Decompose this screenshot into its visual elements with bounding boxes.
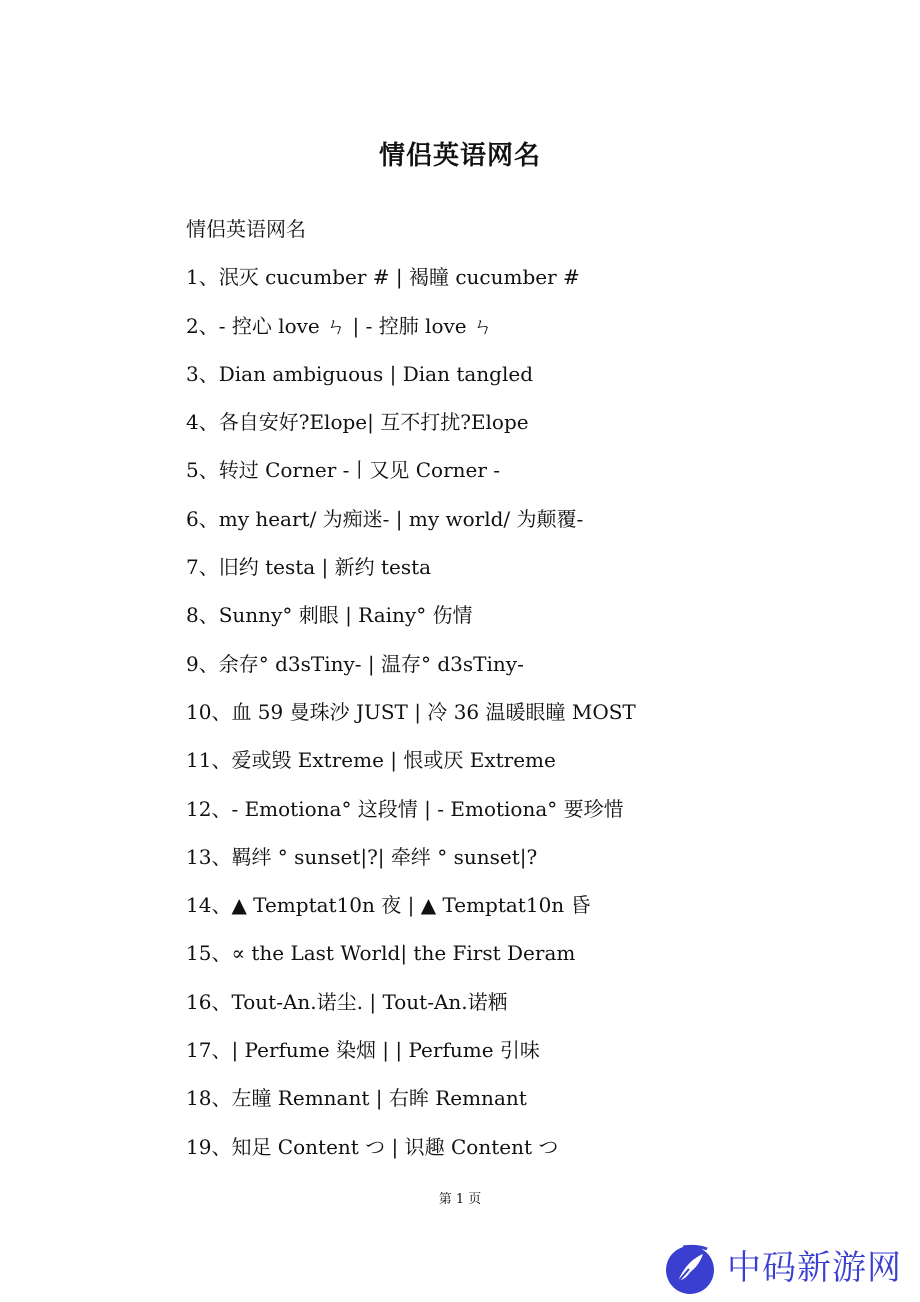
page-number: 第 1 页 xyxy=(438,1192,482,1207)
list-item: 2、- 控心 love ㄣ | - 控肺 love ㄣ xyxy=(186,313,493,338)
list-item: 11、爱或毁 Extreme | 恨或厌 Extreme xyxy=(186,748,556,773)
list-item: 1、泯灭 cucumber # | 褐瞳 cucumber # xyxy=(186,265,580,290)
document-title: 情侣英语网名 xyxy=(378,141,541,171)
list-item: 14、▲ Temptat10n 夜 | ▲ Temptat10n 昏 xyxy=(186,893,591,918)
list-item: 7、旧约 testa | 新约 testa xyxy=(186,555,432,580)
list-item: 16、Tout-An.诺尘. | Tout-An.诺粞 xyxy=(186,989,508,1014)
list-item: 15、∝ the Last World| the First Deram xyxy=(186,941,576,966)
list-item: 8、Sunny° 刺眼 | Rainy° 伤情 xyxy=(186,603,473,628)
list-item: 6、my heart/ 为痴迷- | my world/ 为颠覆- xyxy=(186,506,584,531)
site-watermark[interactable] xyxy=(663,1238,902,1298)
list-item: 18、左瞳 Remnant | 右眸 Remnant xyxy=(186,1086,527,1111)
list-item: 12、- Emotiona° 这段情 | - Emotiona° 要珍惜 xyxy=(186,796,624,821)
feather-logo-icon xyxy=(663,1241,717,1295)
list-item: 5、转过 Corner -丨又见 Corner - xyxy=(186,458,501,483)
body-subheading: 情侣英语网名 xyxy=(186,217,306,241)
list-item: 10、血 59 曼珠沙 JUST | 冷 36 温暖眼瞳 MOST xyxy=(186,699,636,724)
list-item: 17、| Perfume 染烟 | | Perfume 引味 xyxy=(186,1038,540,1063)
document-body xyxy=(186,205,826,1171)
list-item: 9、余存° d3sTiny- | 温存° d3sTiny- xyxy=(186,651,524,676)
watermark-text: 中码新游网 xyxy=(727,1248,902,1288)
list-item: 3、Dian ambiguous | Dian tangled xyxy=(186,361,534,386)
list-item: 13、羁绊 ° sunset|?| 牵绊 ° sunset|? xyxy=(186,844,538,869)
list-item: 19、知足 Content つ | 识趣 Content つ xyxy=(186,1134,559,1159)
list-item: 4、各自安好?Elope| 互不打扰?Elope xyxy=(186,410,529,435)
